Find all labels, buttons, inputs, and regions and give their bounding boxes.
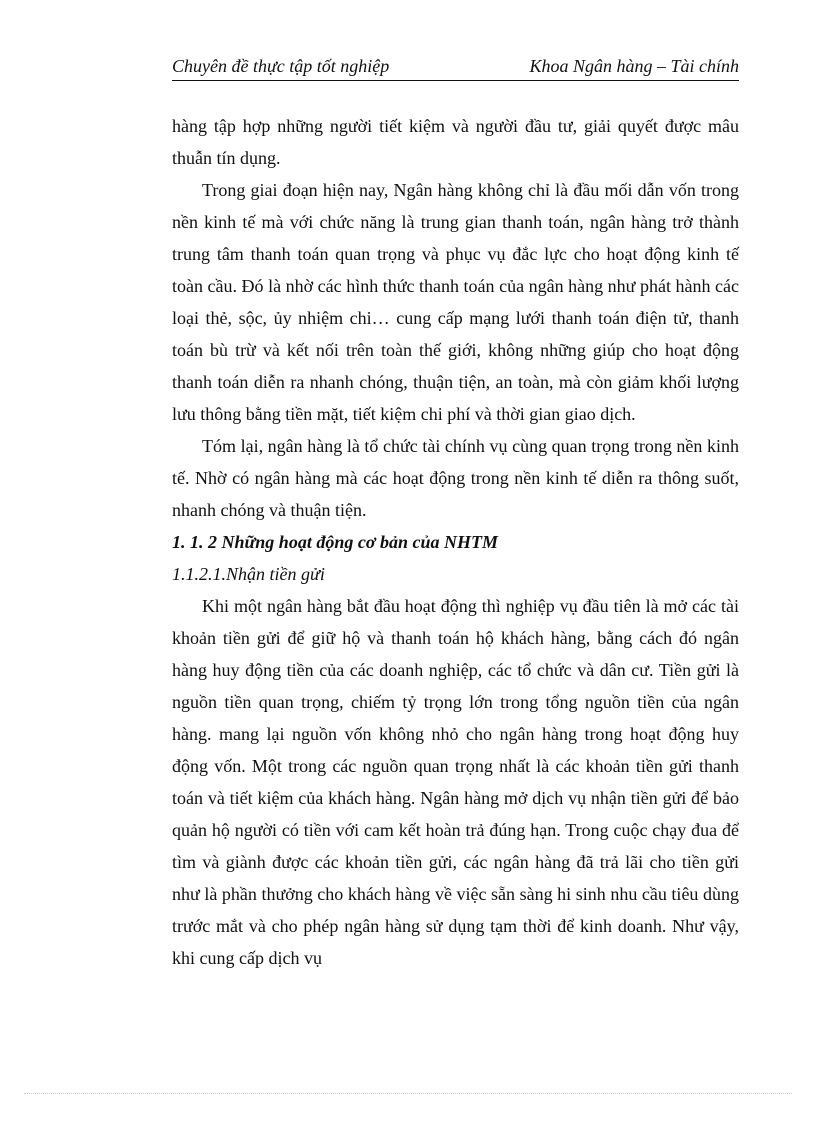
section-heading: 1. 1. 2 Những hoạt động cơ bản của NHTM bbox=[172, 532, 498, 552]
paragraph-deposits: Khi một ngân hàng bắt đầu hoạt động thì nghiệp vụ đầu tiên là mở các tài khoản tiền gửi để giữ hộ và thanh toán hộ khách hàng, bằng cách đó ngân hàng huy động tiền của các doanh nghiệp, các tổ chức và dân cư. Tiền gửi là nguồn tiền quan trọng, chiếm tỷ trọng lớn trong tổng nguồn tiền của ngân hàng. mang lại nguồn vốn không nhỏ cho ngân hàng trong hoạt động huy động vốn. Một trong các nguồn quan trọng nhất là các khoản tiền gửi thanh toán và tiết kiệm của khách hàng. Ngân hàng mở dịch vụ nhận tiền gửi để bảo quản hộ người có tiền với cam kết hoàn trả đúng hạn. Trong cuộc chạy đua để tìm và giành được các khoản tiền gửi, các ngân hàng đã trả lãi cho tiền gửi như là phần thưởng cho khách hàng về việc sẵn sàng hi sinh nhu cầu tiêu dùng trước mắt và cho phép ngân hàng sử dụng tạm thời để kinh doanh. Như vậy, khi cung cấp dịch vụ bbox=[172, 596, 739, 968]
page-header bbox=[172, 54, 739, 81]
header-right-department: Khoa Ngân hàng – Tài chính bbox=[529, 56, 739, 76]
paragraph-summary: Tóm lại, ngân hàng là tổ chức tài chính vụ cùng quan trọng trong nền kinh tế. Nhờ có ngân hàng mà các hoạt động trong nền kinh tế diễn ra thông suốt, nhanh chóng và thuận tiện. bbox=[172, 436, 739, 520]
document-body bbox=[172, 110, 739, 974]
footer-dotted-divider bbox=[24, 1093, 792, 1094]
paragraph-payment-role: Trong giai đoạn hiện nay, Ngân hàng không chỉ là đầu mối dẫn vốn trong nền kinh tế mà với chức năng là trung gian thanh toán, ngân hàng trở thành trung tâm thanh toán quan trọng và phục vụ đắc lực cho hoạt động kinh tế toàn cầu. Đó là nhờ các hình thức thanh toán của ngân hàng như phát hành các loại thẻ, sộc, ủy nhiệm chi… cung cấp mạng lưới thanh toán điện tử, thanh toán bù trừ và kết nối trên toàn thế giới, không những giúp cho hoạt động thanh toán diễn ra nhanh chóng, thuận tiện, an toàn, mà còn giảm khối lượng lưu thông bằng tiền mặt, tiết kiệm chi phí và thời gian giao dịch. bbox=[172, 180, 739, 424]
subsection-heading: 1.1.2.1.Nhận tiền gửi bbox=[172, 564, 325, 584]
paragraph-continuation: hàng tập hợp những người tiết kiệm và người đầu tư, giải quyết được mâu thuẫn tín dụng. bbox=[172, 116, 739, 168]
header-left-title: Chuyên đề thực tập tốt nghiệp bbox=[172, 56, 390, 76]
